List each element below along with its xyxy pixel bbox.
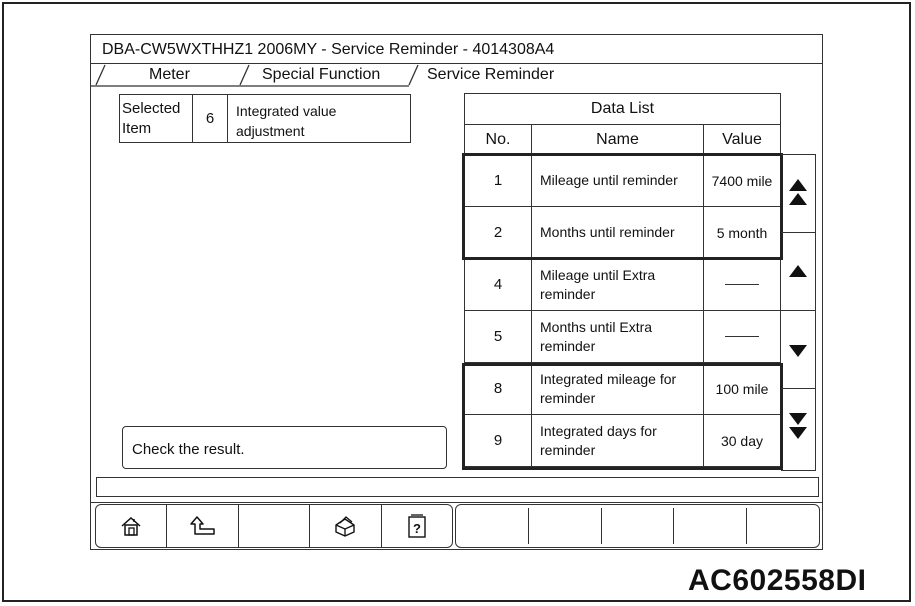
table-row[interactable] bbox=[465, 363, 780, 415]
row-no: 4 bbox=[465, 259, 532, 310]
home-button[interactable] bbox=[96, 505, 167, 547]
row-no: 1 bbox=[465, 155, 532, 206]
column-header-name: Name bbox=[532, 125, 704, 154]
page-up-icon bbox=[787, 179, 809, 209]
function-key[interactable] bbox=[602, 508, 675, 544]
function-key-group bbox=[455, 504, 820, 548]
back-button[interactable] bbox=[167, 505, 238, 547]
blank-button[interactable] bbox=[239, 505, 310, 547]
row-value: 5 month bbox=[716, 224, 768, 241]
table-row[interactable] bbox=[465, 259, 780, 311]
page-down-icon bbox=[787, 413, 809, 443]
tab-special-function[interactable]: Special Function bbox=[262, 66, 381, 83]
data-list-table bbox=[464, 93, 781, 467]
table-row[interactable] bbox=[465, 207, 780, 259]
message-box: Check the result. bbox=[122, 426, 447, 469]
function-key[interactable] bbox=[456, 508, 529, 544]
line-down-icon bbox=[787, 345, 809, 359]
scrollbar bbox=[781, 154, 816, 471]
function-key[interactable] bbox=[674, 508, 747, 544]
tab-service-reminder[interactable]: Service Reminder bbox=[427, 66, 555, 83]
footer-divider bbox=[91, 502, 822, 503]
tab-bar bbox=[91, 63, 822, 87]
function-key[interactable] bbox=[529, 508, 602, 544]
row-no: 9 bbox=[465, 415, 532, 466]
row-name: Mileage until Extra reminder bbox=[532, 259, 704, 310]
print-icon bbox=[332, 514, 358, 538]
tab-meter[interactable]: Meter bbox=[149, 66, 190, 83]
row-value-empty bbox=[704, 259, 780, 310]
print-button[interactable] bbox=[310, 505, 381, 547]
row-name: Mileage until reminder bbox=[532, 155, 704, 206]
row-value: 100 mile bbox=[715, 380, 769, 397]
status-bar bbox=[96, 477, 819, 497]
table-row[interactable] bbox=[465, 155, 780, 207]
selected-item-label: Selected Item bbox=[122, 100, 181, 137]
row-no: 8 bbox=[465, 363, 532, 414]
page-down-button[interactable] bbox=[781, 389, 815, 472]
help-icon bbox=[406, 513, 428, 539]
table-header bbox=[465, 125, 780, 155]
back-icon bbox=[189, 514, 217, 538]
svg-text:?: ? bbox=[412, 521, 421, 536]
dash-placeholder bbox=[725, 284, 759, 285]
line-up-icon bbox=[787, 265, 809, 279]
row-value: 7400 mile bbox=[711, 172, 773, 189]
window-title: DBA-CW5WXTHHZ1 2006MY - Service Reminder - 4014308A4 bbox=[102, 41, 555, 58]
row-name: Integrated mileage for reminder bbox=[532, 363, 704, 414]
figure-code: AC602558DI bbox=[688, 564, 867, 597]
data-list-title: Data List bbox=[465, 94, 780, 125]
row-no: 5 bbox=[465, 311, 532, 362]
column-header-no: No. bbox=[465, 125, 532, 154]
diagnostic-screen bbox=[90, 34, 823, 550]
line-up-button[interactable] bbox=[781, 233, 815, 311]
toolbar bbox=[95, 504, 453, 548]
selected-item-description: Integrated value adjustment bbox=[236, 103, 337, 139]
dash-placeholder bbox=[725, 336, 759, 337]
row-value-empty bbox=[704, 311, 780, 362]
selected-item-number: 6 bbox=[192, 95, 228, 142]
page-up-button[interactable] bbox=[781, 155, 815, 233]
home-icon bbox=[119, 514, 143, 538]
table-row[interactable] bbox=[465, 415, 780, 466]
row-no: 2 bbox=[465, 207, 532, 258]
table-row[interactable] bbox=[465, 311, 780, 363]
row-value: 30 day bbox=[720, 432, 764, 449]
function-key[interactable] bbox=[747, 508, 819, 544]
selected-item-box bbox=[119, 94, 411, 143]
row-name: Months until Extra reminder bbox=[532, 311, 704, 362]
help-button[interactable] bbox=[382, 505, 452, 547]
column-header-value: Value bbox=[722, 130, 762, 148]
row-name: Integrated days for reminder bbox=[532, 415, 704, 466]
line-down-button[interactable] bbox=[781, 311, 815, 389]
row-name: Months until reminder bbox=[532, 207, 704, 258]
